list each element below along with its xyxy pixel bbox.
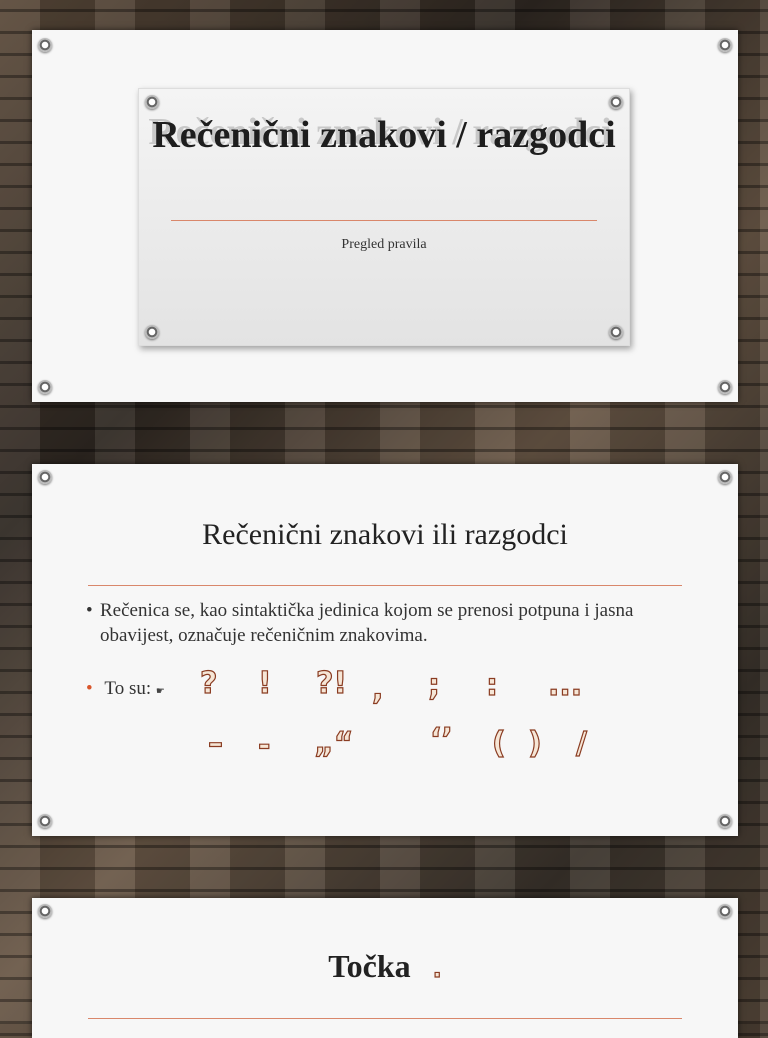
- single-quotes-mark: ‘’: [430, 722, 453, 757]
- pin-icon: [38, 904, 52, 918]
- bullet-dot: •: [86, 600, 93, 621]
- pin-icon: [718, 904, 732, 918]
- divider: [171, 220, 597, 221]
- slash-mark: /: [576, 726, 587, 761]
- slide-title: [32, 948, 738, 985]
- slide-3: [32, 898, 738, 1038]
- slide-title: Rečenični znakovi ili razgodci: [202, 518, 568, 551]
- close-parenthesis-mark: ): [528, 726, 542, 761]
- pin-icon: [718, 38, 732, 52]
- slide-title: Rečenični znakovi / razgodci: [152, 114, 616, 156]
- pin-icon: [609, 325, 623, 339]
- pin-icon: [609, 95, 623, 109]
- bullet-dot: •: [86, 678, 93, 699]
- divider: [88, 585, 682, 586]
- bullet-text: Rečenica se, kao sintaktička jedinica kojom se prenosi potpuna i jasna obavijest, označuje rečeničnim znakovima.: [100, 600, 634, 646]
- pin-icon: [718, 470, 732, 484]
- slide-title-text: Točka: [328, 948, 411, 984]
- dash-mark: –: [208, 726, 223, 761]
- slide-2: [32, 464, 738, 836]
- bullet-item: [86, 676, 165, 704]
- ellipsis-mark: ...: [548, 668, 583, 703]
- bullet-text: To su:: [104, 678, 152, 699]
- exclamation-mark: !: [258, 666, 272, 701]
- period-mark: .: [432, 955, 442, 983]
- divider: [88, 1018, 682, 1019]
- title-card: [138, 88, 630, 346]
- question-mark: ?: [200, 666, 218, 701]
- semicolon-mark: ;: [428, 668, 440, 703]
- slide-subtitle: Pregled pravila: [341, 237, 427, 252]
- pin-icon: [145, 325, 159, 339]
- double-quotes-mark: „“: [314, 726, 354, 761]
- question-exclamation-mark: ?!: [316, 666, 348, 701]
- hyphen-mark: -: [258, 728, 271, 763]
- pin-icon: [38, 38, 52, 52]
- pin-icon: [718, 814, 732, 828]
- bullet-item: [86, 598, 646, 648]
- pin-icon: [38, 470, 52, 484]
- pin-icon: [38, 380, 52, 394]
- hand-icon: ☛: [155, 686, 165, 697]
- colon-mark: :: [486, 668, 498, 703]
- pin-icon: [145, 95, 159, 109]
- slide-1: [32, 30, 738, 402]
- pin-icon: [718, 380, 732, 394]
- pin-icon: [38, 814, 52, 828]
- open-parenthesis-mark: (: [492, 726, 506, 761]
- comma-mark: ,: [372, 672, 384, 707]
